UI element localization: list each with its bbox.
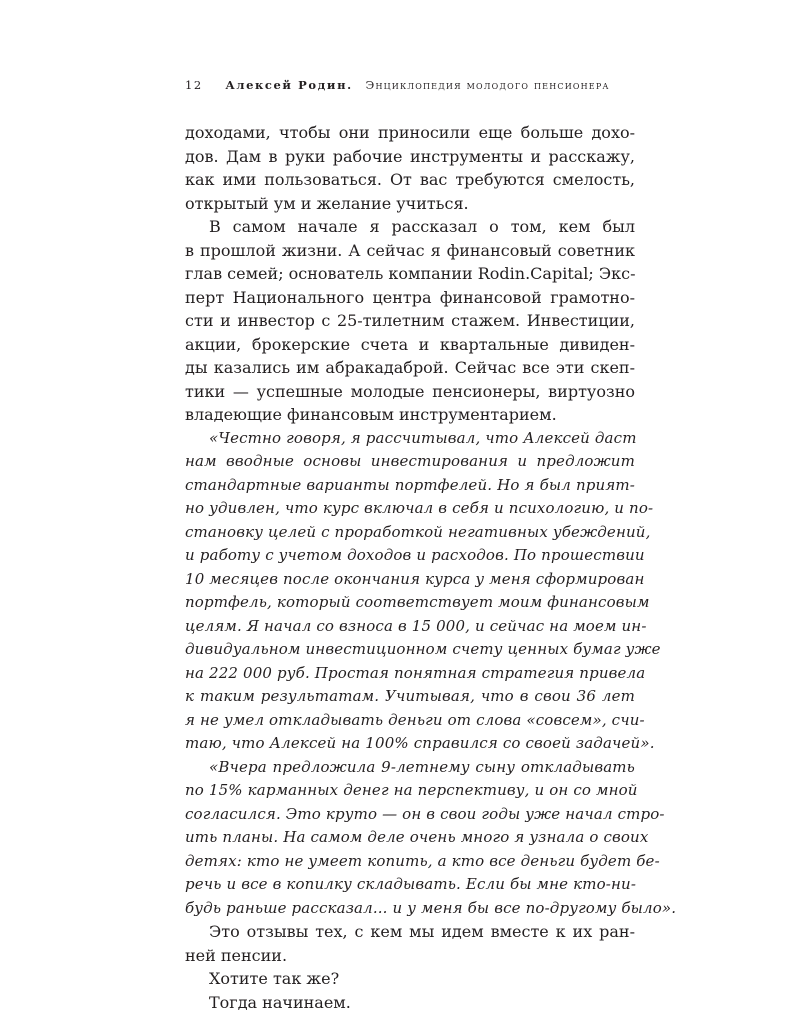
text-line: «Честно говоря, я рассчитывал, что Алексей даст xyxy=(185,427,635,451)
text-line: Это отзывы тех, с кем мы идем вместе к их ран- xyxy=(185,920,635,944)
text-line: сти и инвестор с 25-тилетним стажем. Инвестиции, xyxy=(185,309,635,333)
text-line: в прошлой жизни. А сейчас я финансовый советник xyxy=(185,239,635,263)
text-line: дов. Дам в руки рабочие инструменты и расскажу, xyxy=(185,145,635,169)
text-line: становку целей с проработкой негативных убеждений, xyxy=(185,521,635,545)
text-line: ней пенсии. xyxy=(185,944,635,968)
text-line: как ими пользоваться. От вас требуются смелость, xyxy=(185,168,635,192)
page-body xyxy=(185,121,635,1014)
paragraph-author-background xyxy=(185,215,635,427)
text-line: 10 месяцев после окончания курса у меня сформирован xyxy=(185,568,635,592)
text-line: Тогда начинаем. xyxy=(185,991,635,1014)
text-line: владеющие финансовым инструментарием. xyxy=(185,403,635,427)
text-line: таю, что Алексей на 100% справился со своей задачей». xyxy=(185,732,635,756)
text-line: акции, брокерские счета и квартальные дивиден- xyxy=(185,333,635,357)
text-line: детях: кто не умеет копить, а кто все деньги будет бе- xyxy=(185,850,635,874)
text-line: портфель, который соответствует моим финансовым xyxy=(185,591,635,615)
text-line: Хотите так же? xyxy=(185,967,635,991)
text-line: ить планы. На самом деле очень много я узнала о своих xyxy=(185,826,635,850)
text-line: перт Национального центра финансовой грамотно- xyxy=(185,286,635,310)
text-line: к таким результатам. Учитывая, что в свои 36 лет xyxy=(185,685,635,709)
paragraph-closing xyxy=(185,991,635,1014)
paragraph-question xyxy=(185,967,635,991)
text-line: нам вводные основы инвестирования и предложит xyxy=(185,450,635,474)
text-line: дивидуальном инвестиционном счету ценных бумаг уже xyxy=(185,638,635,662)
text-line: и работу с учетом доходов и расходов. По прошествии xyxy=(185,544,635,568)
text-line: я не умел откладывать деньги от слова «совсем», счи- xyxy=(185,709,635,733)
text-line: согласился. Это круто — он в свои годы уже начал стро- xyxy=(185,803,635,827)
text-line: речь и все в копилку складывать. Если бы мне кто-ни- xyxy=(185,873,635,897)
text-line: «Вчера предложила 9-летнему сыну откладывать xyxy=(185,756,635,780)
text-line: будь раньше рассказал... и у меня бы все по-другому было». xyxy=(185,897,635,921)
testimonial-quote-2 xyxy=(185,756,635,921)
text-line: на 222 000 руб. Простая понятная стратегия привела xyxy=(185,662,635,686)
text-line: по 15% карманных денег на перспективу, и он со мной xyxy=(185,779,635,803)
header-author: Алексей Родин. xyxy=(225,78,352,92)
text-line: тики — успешные молодые пенсионеры, виртуозно xyxy=(185,380,635,404)
page-number: 12 xyxy=(185,78,203,92)
text-line: открытый ум и желание учиться. xyxy=(185,192,635,216)
text-line: стандартные варианты портфелей. Но я был прият- xyxy=(185,474,635,498)
text-line: ды казались им абракадаброй. Сейчас все эти скеп- xyxy=(185,356,635,380)
text-line: В самом начале я рассказал о том, кем был xyxy=(185,215,635,239)
text-line: доходами, чтобы они приносили еще больше дохо- xyxy=(185,121,635,145)
paragraph-intro-continued xyxy=(185,121,635,215)
paragraph-testimonials-summary xyxy=(185,920,635,967)
header-book-title: Энциклопедия молодого пенсионера xyxy=(365,78,609,92)
text-line: но удивлен, что курс включал в себя и психологию, и по- xyxy=(185,497,635,521)
running-header xyxy=(185,78,635,98)
testimonial-quote-1 xyxy=(185,427,635,756)
text-line: целям. Я начал со взноса в 15 000, и сейчас на моем ин- xyxy=(185,615,635,639)
text-line: глав семей; основатель компании Rodin.Capital; Экс- xyxy=(185,262,635,286)
